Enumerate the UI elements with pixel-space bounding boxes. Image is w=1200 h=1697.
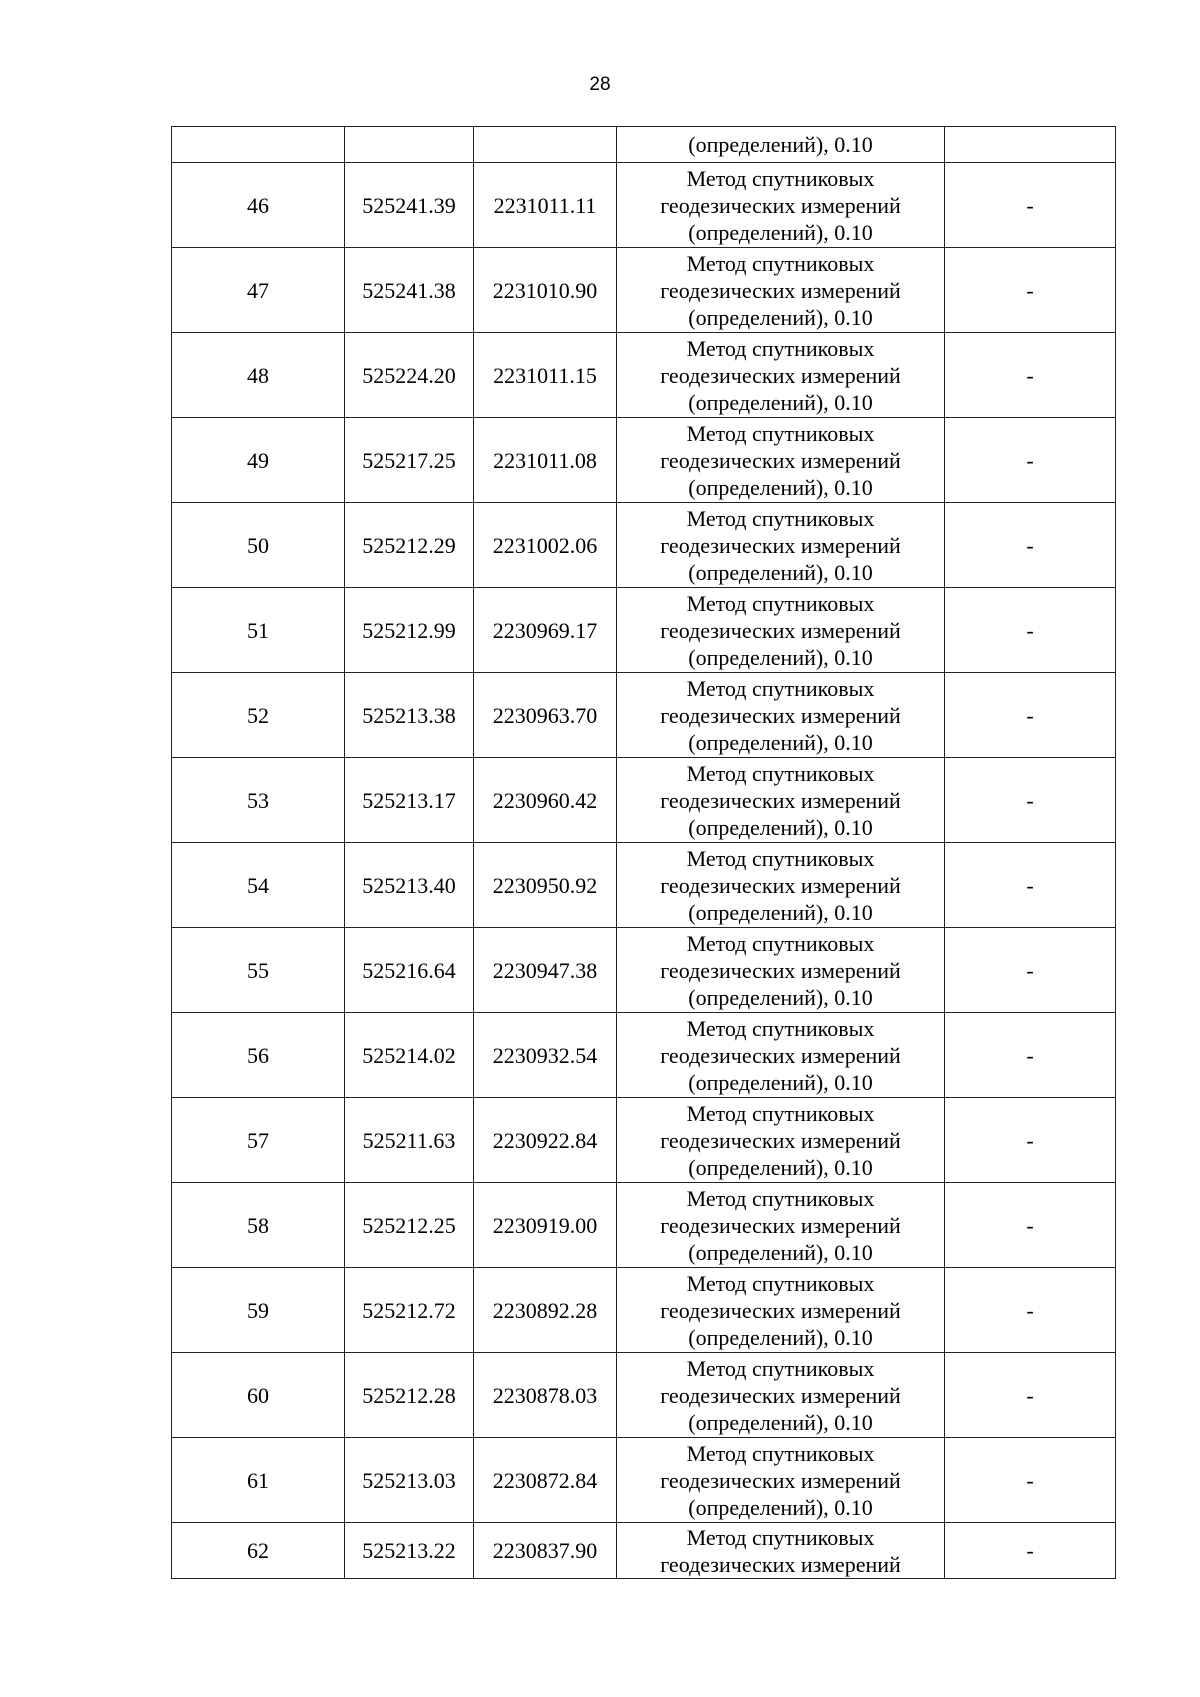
table-row (172, 673, 1116, 758)
cell-x-coordinate: 525241.39 (345, 163, 474, 248)
cell-method: Метод спутниковых геодезических измерений (определений), 0.10 (617, 418, 945, 503)
cell-x-coordinate: 525213.40 (345, 843, 474, 928)
cell-x-coordinate: 525213.22 (345, 1523, 474, 1579)
cell-y-coordinate: 2230969.17 (474, 588, 617, 673)
table-row (172, 1183, 1116, 1268)
cell-method: Метод спутниковых геодезических измерений (617, 1523, 945, 1579)
cell-point-number (172, 127, 345, 163)
cell-x-coordinate: 525212.25 (345, 1183, 474, 1268)
cell-description: - (945, 1013, 1116, 1098)
cell-method: Метод спутниковых геодезических измерений (определений), 0.10 (617, 1013, 945, 1098)
table-row (172, 1438, 1116, 1523)
table-row (172, 1098, 1116, 1183)
cell-description: - (945, 1268, 1116, 1353)
cell-point-number: 48 (172, 333, 345, 418)
cell-method: Метод спутниковых геодезических измерений (определений), 0.10 (617, 1438, 945, 1523)
table-row (172, 1013, 1116, 1098)
cell-method: Метод спутниковых геодезических измерений (определений), 0.10 (617, 588, 945, 673)
table-row (172, 758, 1116, 843)
cell-y-coordinate: 2231002.06 (474, 503, 617, 588)
cell-point-number: 53 (172, 758, 345, 843)
cell-description: - (945, 333, 1116, 418)
table-row (172, 1523, 1116, 1579)
cell-x-coordinate (345, 127, 474, 163)
cell-method: Метод спутниковых геодезических измерений (определений), 0.10 (617, 1183, 945, 1268)
table-row (172, 163, 1116, 248)
cell-point-number: 55 (172, 928, 345, 1013)
table-row (172, 333, 1116, 418)
cell-description: - (945, 843, 1116, 928)
cell-y-coordinate: 2230878.03 (474, 1353, 617, 1438)
cell-x-coordinate: 525224.20 (345, 333, 474, 418)
table-row (172, 1268, 1116, 1353)
cell-method: Метод спутниковых геодезических измерений (определений), 0.10 (617, 1098, 945, 1183)
cell-y-coordinate: 2231011.11 (474, 163, 617, 248)
cell-point-number: 57 (172, 1098, 345, 1183)
table-row (172, 248, 1116, 333)
cell-point-number: 56 (172, 1013, 345, 1098)
cell-point-number: 46 (172, 163, 345, 248)
cell-description (945, 127, 1116, 163)
cell-description: - (945, 163, 1116, 248)
cell-y-coordinate: 2230892.28 (474, 1268, 617, 1353)
cell-description: - (945, 758, 1116, 843)
cell-x-coordinate: 525211.63 (345, 1098, 474, 1183)
cell-y-coordinate: 2230960.42 (474, 758, 617, 843)
cell-point-number: 52 (172, 673, 345, 758)
cell-description: - (945, 1438, 1116, 1523)
cell-method: Метод спутниковых геодезических измерений (определений), 0.10 (617, 503, 945, 588)
cell-description: - (945, 418, 1116, 503)
cell-y-coordinate: 2230919.00 (474, 1183, 617, 1268)
cell-x-coordinate: 525212.99 (345, 588, 474, 673)
cell-point-number: 49 (172, 418, 345, 503)
table-row (172, 503, 1116, 588)
cell-y-coordinate: 2230947.38 (474, 928, 617, 1013)
cell-method: Метод спутниковых геодезических измерений (определений), 0.10 (617, 928, 945, 1013)
cell-x-coordinate: 525216.64 (345, 928, 474, 1013)
cell-description: - (945, 248, 1116, 333)
cell-method: (определений), 0.10 (617, 127, 945, 163)
cell-method: Метод спутниковых геодезических измерений (определений), 0.10 (617, 843, 945, 928)
cell-point-number: 62 (172, 1523, 345, 1579)
cell-y-coordinate: 2230922.84 (474, 1098, 617, 1183)
cell-description: - (945, 928, 1116, 1013)
cell-x-coordinate: 525212.28 (345, 1353, 474, 1438)
table-row (172, 418, 1116, 503)
coordinates-table (171, 126, 1116, 1579)
cell-method: Метод спутниковых геодезических измерений (определений), 0.10 (617, 1268, 945, 1353)
cell-method: Метод спутниковых геодезических измерений (определений), 0.10 (617, 758, 945, 843)
cell-x-coordinate: 525213.38 (345, 673, 474, 758)
cell-x-coordinate: 525213.17 (345, 758, 474, 843)
cell-x-coordinate: 525214.02 (345, 1013, 474, 1098)
cell-y-coordinate: 2231011.08 (474, 418, 617, 503)
table-row-continuation (172, 127, 1116, 163)
coordinates-table-body (172, 127, 1116, 1579)
cell-y-coordinate: 2230950.92 (474, 843, 617, 928)
cell-y-coordinate: 2230932.54 (474, 1013, 617, 1098)
cell-description: - (945, 1523, 1116, 1579)
cell-description: - (945, 1353, 1116, 1438)
page-number: 28 (589, 74, 611, 95)
cell-x-coordinate: 525217.25 (345, 418, 474, 503)
table-row (172, 928, 1116, 1013)
cell-description: - (945, 1183, 1116, 1268)
cell-x-coordinate: 525213.03 (345, 1438, 474, 1523)
cell-point-number: 51 (172, 588, 345, 673)
cell-method: Метод спутниковых геодезических измерений (определений), 0.10 (617, 163, 945, 248)
cell-point-number: 54 (172, 843, 345, 928)
cell-description: - (945, 1098, 1116, 1183)
cell-method: Метод спутниковых геодезических измерений (определений), 0.10 (617, 1353, 945, 1438)
cell-description: - (945, 588, 1116, 673)
cell-method: Метод спутниковых геодезических измерений (определений), 0.10 (617, 673, 945, 758)
cell-y-coordinate: 2230872.84 (474, 1438, 617, 1523)
cell-y-coordinate: 2230963.70 (474, 673, 617, 758)
cell-point-number: 58 (172, 1183, 345, 1268)
cell-description: - (945, 673, 1116, 758)
cell-method: Метод спутниковых геодезических измерений (определений), 0.10 (617, 333, 945, 418)
cell-x-coordinate: 525241.38 (345, 248, 474, 333)
cell-x-coordinate: 525212.72 (345, 1268, 474, 1353)
cell-point-number: 50 (172, 503, 345, 588)
cell-point-number: 60 (172, 1353, 345, 1438)
cell-point-number: 47 (172, 248, 345, 333)
cell-y-coordinate (474, 127, 617, 163)
cell-point-number: 61 (172, 1438, 345, 1523)
table-row (172, 588, 1116, 673)
cell-y-coordinate: 2231011.15 (474, 333, 617, 418)
table-row (172, 843, 1116, 928)
cell-point-number: 59 (172, 1268, 345, 1353)
cell-method: Метод спутниковых геодезических измерений (определений), 0.10 (617, 248, 945, 333)
table-row (172, 1353, 1116, 1438)
cell-x-coordinate: 525212.29 (345, 503, 474, 588)
cell-y-coordinate: 2231010.90 (474, 248, 617, 333)
cell-y-coordinate: 2230837.90 (474, 1523, 617, 1579)
cell-description: - (945, 503, 1116, 588)
